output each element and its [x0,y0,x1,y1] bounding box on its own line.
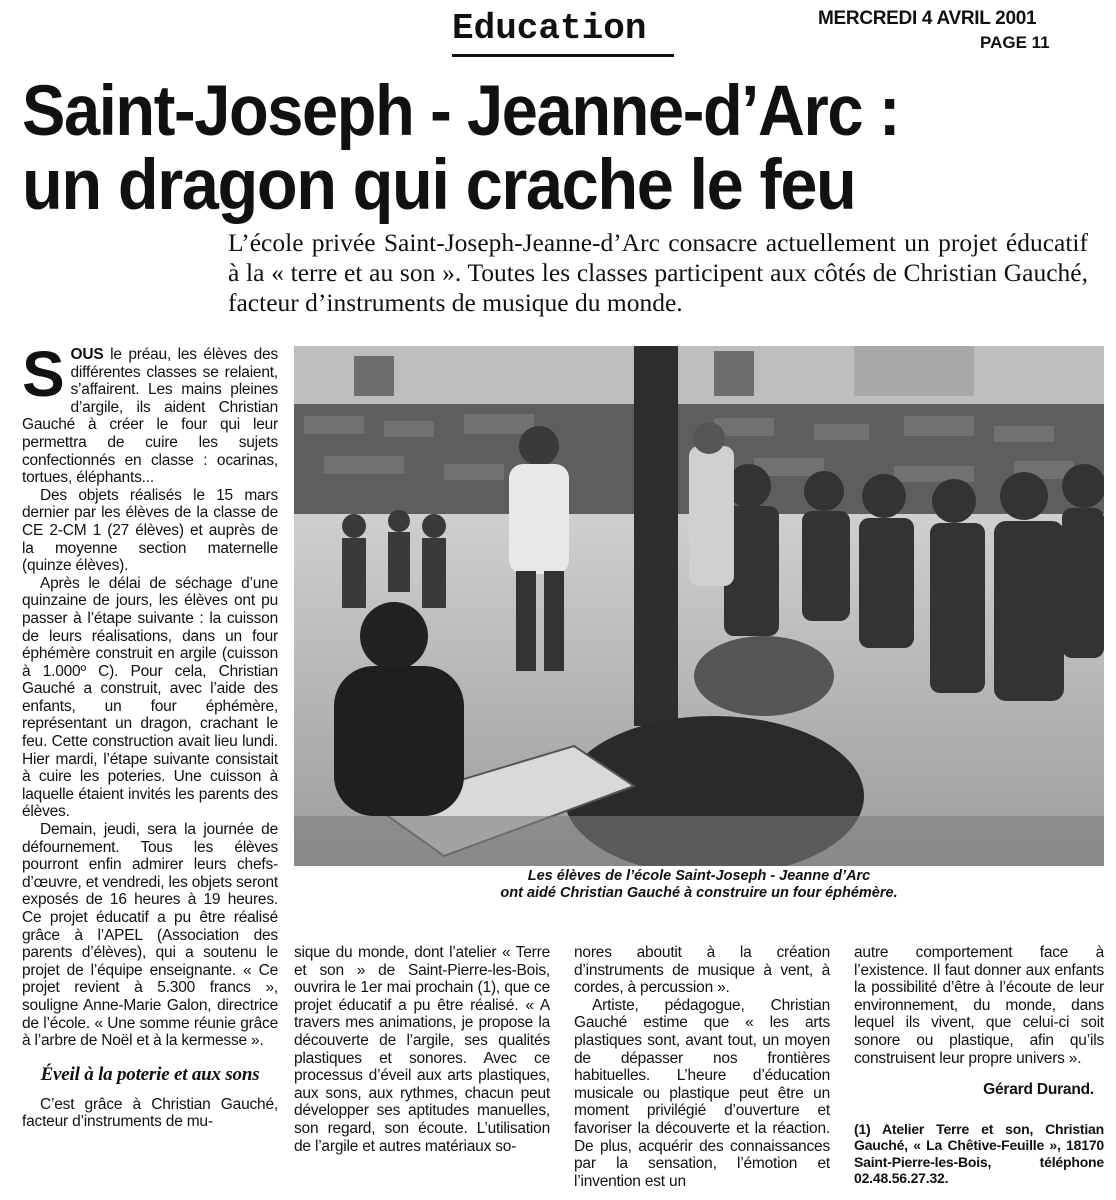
caption-line-2: ont aidé Christian Gauché à construire un four éphémère. [500,885,898,901]
article-paragraph-2: Des objets réalisés le 15 mars dernier par les élèves de la classe de CE 2-CM 1 (27 élèves) et auprès de la moyenne section maternelle (quinze élèves). [22,486,278,575]
article-column-4 [854,944,1104,1187]
paragraph-1-text: le préau, les élèves des différentes classes se relaient, s’affairent. Les mains pleines d’argile, ils aident Christian Gauché à créer le four qui leur permettra de cuire les sujets confectionnés en classe : ocarinas, tortues, éléphants... [22,346,278,487]
author-signature: Gérard Durand. [983,1081,1094,1099]
article-paragraph-5: C’est grâce à Christian Gauché, facteur d’instruments de mu- [22,1095,278,1131]
photo-illustration [294,346,1104,866]
article-paragraph-3: Après le délai de séchage d’une quinzaine de jours, les élèves ont pu passer à l’étape suivante : la cuisson de leurs réalisations, dans un four éphémère construit en argile (cuisson à 1.000º C). Pour cela, Christian Gauché a construit, avec l’aide des enfants, un four éphémère, représentant un dragon, crachant le feu. Cette construction avait lieu lundi. Hier mardi, l’étape suivante consistait à cuire les poteries. Une cuisson à laquelle étaient invités les parents des élèves. [22,574,278,821]
headline-line-1: Saint-Joseph - Jeanne-d’Arc : [22,72,900,151]
column-3-paragraph-2: Artiste, pédagogue, Christian Gauché estime que « les arts plastiques sont, avant tout, un moyen de dépasser nos frontières habituelles. L’heure d’éducation musicale ou plastique peut être un moment privilégié d’ouverture et favoriser la découverte et la réaction. De plus, acquérir des connaissances par la sensation, l’émotion et l’invention est un [574,996,830,1190]
section-underline [452,54,674,57]
lead-word: OUS [70,346,104,363]
article-subhead: Éveil à la poterie et aux sons [40,1063,260,1085]
drop-cap: S [22,338,65,410]
section-label: Education [452,8,647,49]
footnote: (1) Atelier Terre et son, Christian Gauché, « La Chêtive-Feuille », 18170 Saint-Pierre-les-Bois, téléphone 02.48.56.27.32. [854,1120,1104,1187]
column-3-paragraph-1: nores aboutit à la création d’instruments de musique à vent, à cordes, à percussion ». [574,944,830,997]
page-number: PAGE 11 [980,33,1050,52]
article-paragraph-1 [22,338,278,487]
column-4-text: autre comportement face à l’existence. Il faut donner aux enfants la possibilité d’être à l’écoute de leur environnement, du monde, dans lequel ils vivent, que celui-ci soit sonore ou plastique, afin qu’ils construisent leur propre univers ». [854,944,1104,1067]
article-column-2 [294,944,550,1155]
caption-line-1: Les élèves de l’école Saint-Joseph - Jeanne d’Arc [527,868,871,884]
photo-caption [294,868,1104,902]
article-paragraph-4: Demain, jeudi, sera la journée de défournement. Tous les élèves pourront enfin admirer leurs chefs-d’œuvre, et vendredi, les objets seront exposés de 16 heures à 19 heures. Ce projet éducatif a pu être réalisé grâce à l’APEL (Association des parents d’élèves), qui a soutenu le projet de l’équipe enseignante. « Ce projet revient à 5.300 francs », souligne Anne-Marie Galon, directrice de l’école. « Une somme réunie grâce à l’arbre de Noël et à la kermesse ». [22,821,278,1050]
issue-date: MERCREDI 4 AVRIL 2001 [818,8,1037,29]
article-column-3 [574,944,830,1190]
headline-line-2: un dragon qui crache le feu [22,146,856,225]
article-deck: L’école privée Saint-Joseph-Jeanne-d’Arc consacre actuellement un projet éducatif à la « terre et au son ». Toutes les classes participent aux côtés de Christian Gauché, facteur d’instruments de musique du monde. [228,228,1088,317]
article-photo [294,346,1104,866]
article-column-1 [22,338,278,1131]
column-2-text: sique du monde, dont l’atelier « Terre et son » de Saint-Pierre-les-Bois, ouvrira le 1er mai prochain (1), que ce projet éducatif a pu être réalisé. « A travers mes animations, je propose la découverte de l’argile, ses qualités plastiques et sonores. Avec ce processus d’éveil aux arts plastiques, aux sons, aux rythmes, chacun peut développer ses aptitudes manuelles, son regard, son écoute. L’utilisation de l’argile et autres matériaux so- [294,944,550,1155]
